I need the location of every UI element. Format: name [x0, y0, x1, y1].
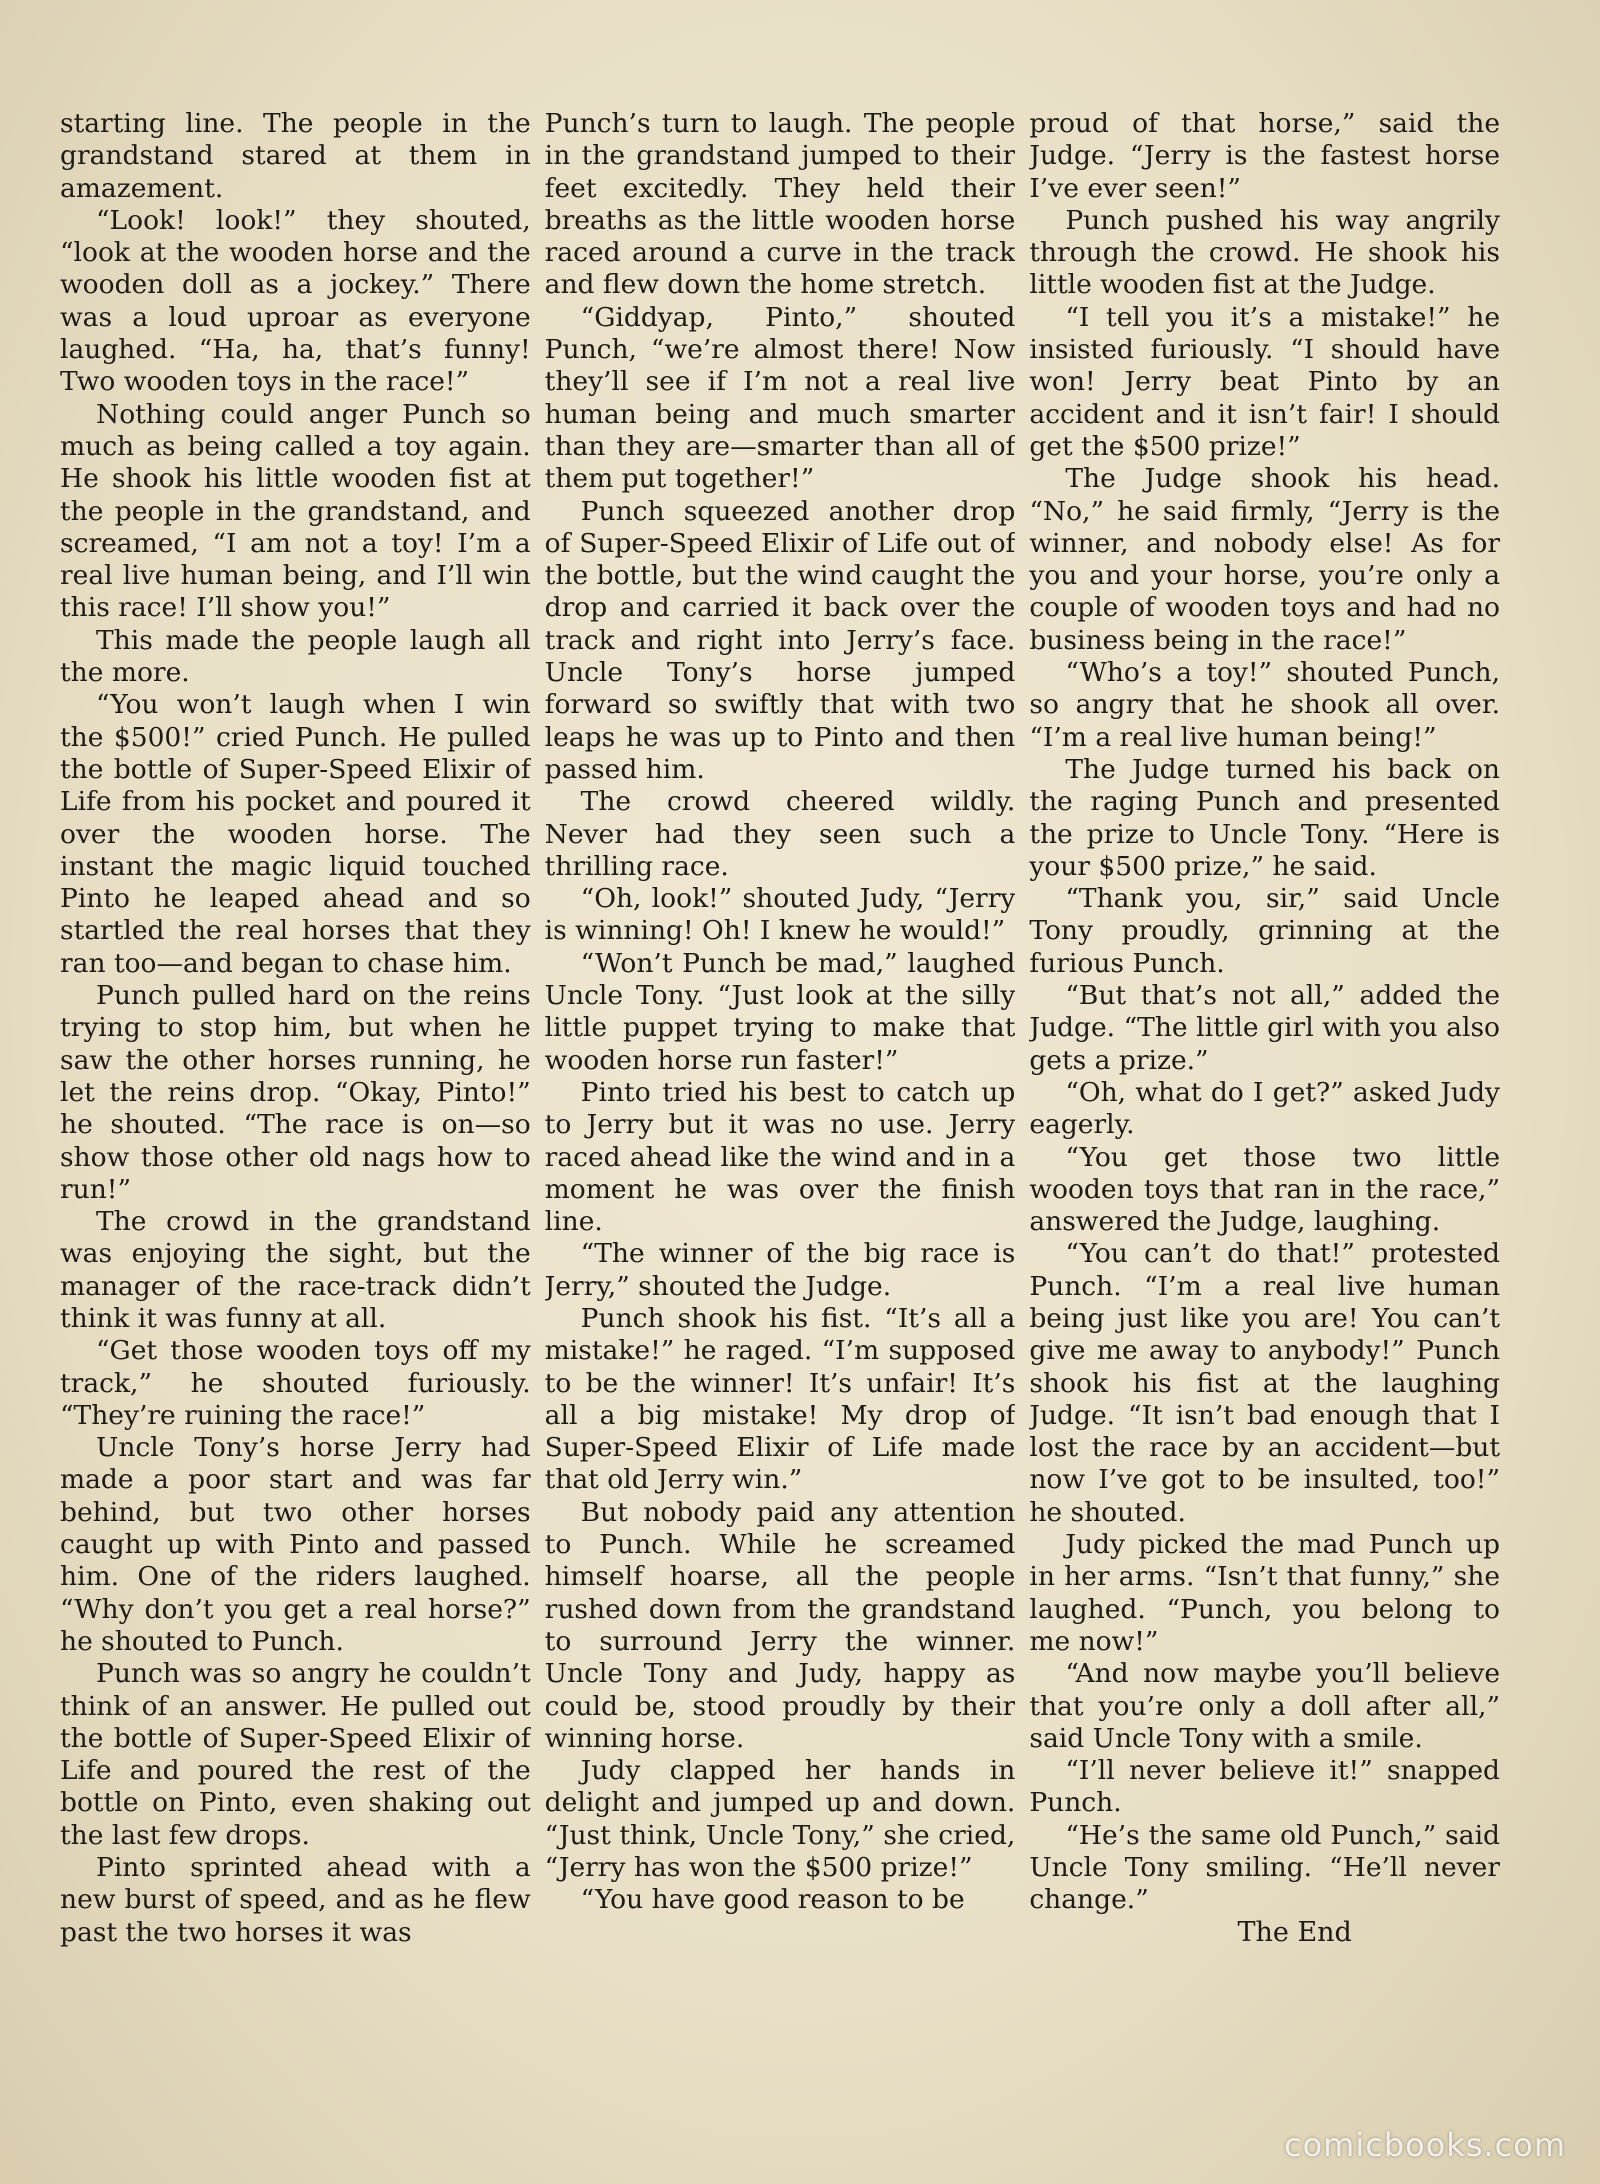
paragraph: starting line. The people in the grandstand stared at them in amazement. — [60, 108, 531, 204]
paragraph: “Thank you, sir,” said Uncle Tony proudly, grinning at the furious Punch. — [1029, 883, 1501, 979]
paragraph: proud of that horse,” said the Judge. “Jerry is the fastest horse I’ve ever seen!” — [1029, 108, 1501, 204]
column-2 — [545, 108, 1016, 2068]
paragraph: Punch squeezed another drop of Super-Speed Elixir of Life out of the bottle, but the wind caught the drop and carried it back over the track and right into Jerry’s face. Uncle Tony’s horse jumped forward so swiftly that with two leaps he was up to Pinto and then passed him. — [544, 495, 1016, 785]
paragraph: Judy picked the mad Punch up in her arms. “Isn’t that funny,” she laughed. “Punch, you belong to me now!” — [1029, 1529, 1501, 1657]
paragraph: “Get those wooden toys off my track,” he shouted furiously. “They’re ruining the race!” — [60, 1335, 531, 1431]
paragraph: Uncle Tony’s horse Jerry had made a poor start and was far behind, but two other horses caught up with Pinto and passed him. One of the riders laughed. “Why don’t you get a real horse?” he shouted to Punch. — [60, 1432, 531, 1657]
paragraph: Punch’s turn to laugh. The people in the grandstand jumped to their feet excitedly. They held their breaths as the little wooden horse raced around a curve in the track and flew down the home stretch. — [544, 108, 1016, 301]
paragraph: “Oh, what do I get?” asked Judy eagerly. — [1029, 1076, 1501, 1141]
paragraph: Judy clapped her hands in delight and jumped up and down. “Just think, Uncle Tony,” she cried, “Jerry has won the $500 prize!” — [544, 1755, 1016, 1884]
paragraph: “I tell you it’s a mistake!” he insisted furiously. “I should have won! Jerry beat Pinto by an accident and it isn’t fair! I should get the $500 prize!” — [1029, 301, 1501, 462]
paragraph: The Judge shook his head. “No,” he said firmly, “Jerry is the winner, and nobody else! As for you and your horse, you’re only a couple of wooden toys and had no business being in the race!” — [1029, 463, 1501, 656]
the-end-label: The End — [1237, 1916, 1352, 1948]
paragraph: “Look! look!” they shouted, “look at the wooden horse and the wooden doll as a jockey.” There was a loud uproar as everyone laughed. “Ha, ha, that’s funny! Two wooden toys in the race!” — [60, 204, 531, 398]
paragraph: “You have good reason to be — [580, 1884, 965, 1916]
paragraph: “Won’t Punch be mad,” laughed Uncle Tony. “Just look at the silly little puppet trying to make that wooden horse run faster!” — [544, 947, 1016, 1076]
paragraph: “Who’s a toy!” shouted Punch, so angry that he shook all over. “I’m a real live human being!” — [1029, 657, 1501, 753]
paragraph: “He’s the same old Punch,” said Uncle Tony smiling. “He’ll never change.” — [1029, 1819, 1501, 1916]
paragraph: The crowd in the grandstand was enjoying the sight, but the manager of the race-track didn’t think it was funny at all. — [60, 1206, 531, 1334]
column-1 — [60, 108, 531, 2068]
watermark: comicbooks.com — [1283, 2126, 1566, 2164]
paragraph: The crowd cheered wildly. Never had they seen such a thrilling race. — [544, 786, 1016, 882]
paragraph: Nothing could anger Punch so much as being called a toy again. He shook his little wooden fist at the people in the grandstand, and screamed, “I am not a toy! I’m a real live human being, and I’ll win this race! I’ll show you!” — [60, 398, 531, 624]
paragraph: Punch pushed his way angrily through the crowd. He shook his little wooden fist at the Judge. — [1029, 204, 1501, 301]
paragraph: “And now maybe you’ll believe that you’re only a doll after all,” said Uncle Tony with a smile. — [1029, 1658, 1501, 1754]
paragraph: “You won’t laugh when I win the $500!” cried Punch. He pulled the bottle of Super-Speed Elixir of Life from his pocket and poured it over the wooden horse. The instant the magic liquid touched Pinto he leaped ahead and so startled the real horses that they ran too—and began to chase him. — [60, 689, 531, 979]
paragraph: The Judge turned his back on the raging Punch and presented the prize to Uncle Tony. “Here is your $500 prize,” he said. — [1029, 753, 1501, 882]
paragraph: Punch shook his fist. “It’s all a mistake!” he raged. “I’m supposed to be the winner! It’s unfair! It’s all a big mistake! My drop of Super-Speed Elixir of Life made that old Jerry win.” — [544, 1302, 1016, 1496]
paragraph: “Giddyap, Pinto,” shouted Punch, “we’re almost there! Now they’ll see if I’m not a real live human being and much smarter than they are—smarter than all of them put together!” — [544, 301, 1016, 495]
paragraph: “But that’s not all,” added the Judge. “The little girl with you also gets a prize.” — [1029, 980, 1501, 1076]
paragraph: “I’ll never believe it!” snapped Punch. — [1029, 1755, 1501, 1819]
paragraph: Pinto tried his best to catch up to Jerry but it was no use. Jerry raced ahead like the wind and in a moment he was over the finish line. — [544, 1076, 1016, 1238]
text-columns — [60, 108, 1500, 2068]
paragraph: Pinto sprinted ahead with a new burst of speed, and as he flew past the two horses it was — [60, 1852, 531, 1948]
paragraph: This made the people laugh all the more. — [60, 624, 531, 689]
paragraph: Punch was so angry he couldn’t think of an answer. He pulled out the bottle of Super-Speed Elixir of Life and poured the rest of the bottle on Pinto, even shaking out the last few drops. — [60, 1658, 531, 1851]
paragraph: “You can’t do that!” protested Punch. “I’m a real live human being just like you are! You can’t give me away to anybody!” Punch shook his fist at the laughing Judge. “It isn’t bad enough that I lost the race by an accident—but now I’ve got to be insulted, too!” he shouted. — [1029, 1238, 1501, 1528]
paragraph: “Oh, look!” shouted Judy, “Jerry is winning! Oh! I knew he would!” — [544, 883, 1016, 947]
paragraph: But nobody paid any attention to Punch. While he screamed himself hoarse, all the people rushed down from the grandstand to surround Jerry the winner. Uncle Tony and Judy, happy as could be, stood proudly by their winning horse. — [544, 1496, 1016, 1754]
paragraph: Punch pulled hard on the reins trying to stop him, but when he saw the other horses running, he let the reins drop. “Okay, Pinto!” he shouted. “The race is on—so show those other old nags how to run!” — [60, 980, 531, 1205]
paragraph: “You get those two little wooden toys that ran in the race,” answered the Judge, laughing. — [1029, 1141, 1501, 1238]
paragraph: “The winner of the big race is Jerry,” shouted the Judge. — [544, 1238, 1016, 1302]
column-3 — [1029, 108, 1500, 2068]
